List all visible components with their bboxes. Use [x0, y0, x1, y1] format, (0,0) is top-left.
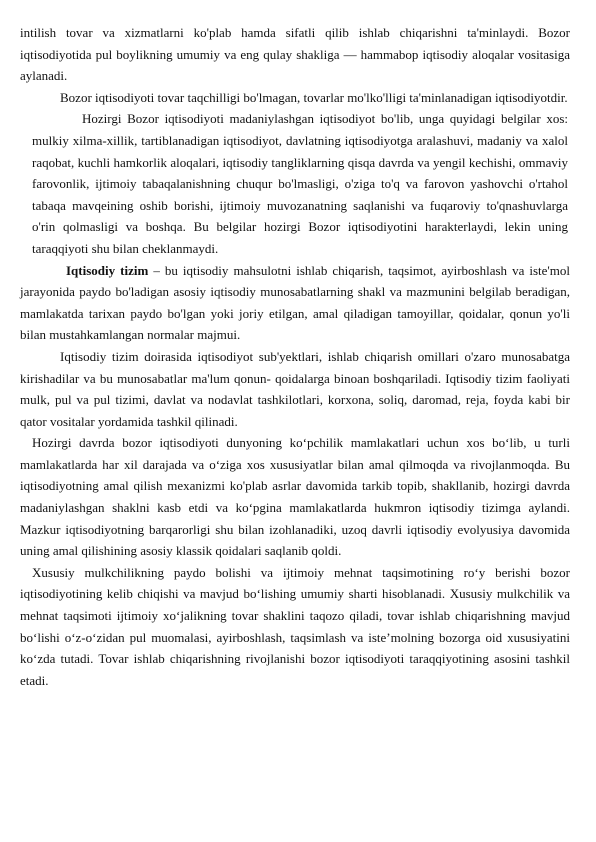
paragraph-market-today: Hozirgi davrda bozor iqtisodiyoti dunyoning ko‘pchilik mamlakatlari uchun xos bo‘lib, u turli mamlakatlarda har xil darajada va o‘ziga xos xususiyatlar bilan amal qilmoqda va rivojlanmoqda. Bu iqtisodiyotning amal qilish mexanizmi ko'plab asrlar davomida tarkib topib, shakllanib, hozirgi davrda madaniylashgan shaklni kasb etdi va ko‘pgina mamlakatlarda hukmron iqtisodiy tizimga aylandi. Mazkur iqtisodiyotning barqarorligi shu bilan izohlanadiki, uzoq davrli iqtisodiy evolyusiya davomida uning amal qilishining asosiy klassik qoidalari saqlanib qoldi.: [20, 435, 570, 559]
paragraph-system-framework: Iqtisodiy tizim doirasida iqtisodiyot sub'yektlari, ishlab chiqarish omillari o'zaro munosabatga kirishadilar va bu munosabatlar ma'lum qonun- qoidalarga binoan boshqariladi. Iqtisodiy tizim faoliyati mulk, pul va pul tizimi, davlat va nodavlat tashkilotlari, korxona, soliq, daromad, reja, foyda kabi bir qator vositalar yordamida tashkil qilinadi.: [20, 348, 570, 429]
paragraph-features: Hozirgi Bozor iqtisodiyoti madaniylashgan iqtisodiyot bo'lib, unga quyidagi belgilar xos: mulkiy xilma-xillik, tartiblanadigan iqtisodiyot, davlatning iqtisodiyotga aralashuvi, madaniy va xalol raqobat, kuchli hamkorlik aloqalari, iqtisodiy tangliklarning qisqa davrda va yengil kechishi, ommaviy farovonlik, ijtimoiy tabaqalanishning chuqur bo'lmasligi, o'ziga to'q va farovon yashovchi o'rtahol tabaqa mavqeining oshib borishi, ijtimoiy muvozanatning saqlanishi va fuqaroviy to'qnashuvlarga o'rin qolmasligi va boshqa. Bu belgilar hozirgi Bozor iqtisodiyotini harakterlaydi, lekin uning taraqqiyoti shu bilan cheklanmaydi.: [32, 111, 568, 256]
paragraph-intro: intilish tovar va xizmatlarni ko'plab hamda sifatli qilib ishlab chiqarishni ta'minlaydi. Bozor iqtisodiyotida pul boylikning umumiy va eng qulay shakliga — hammabop iqtisodiy aloqalar vositasiga aylanadi.: [20, 25, 570, 84]
paragraph-private-property: Xususiy mulkchilikning paydo bolishi va ijtimoiy mehnat taqsimotining ro‘y berishi bozor iqtisodiyotining kelib chiqishi va mavjud bo‘lishing umumiy sharti hisoblanadi. Xususiy mulkchilik va mehnat taqsimoti ijtimoiy xo‘jalikning tovar shaklini taqozo qiladi, tovar ishlab chiqarishning mavjud bo‘lishi o‘z-o‘zidan pul muomalasi, ayirboshlash, taqsimlash va iste’molning bozorga oid xususiyatini ko‘zda tutadi. Tovar ishlab chiqarishning rivojlanishi bozor iqtisodiyoti taraqqiyotining asosini tashkil etadi.: [20, 564, 570, 688]
paragraph-definition: Bozor iqtisodiyoti tovar taqchilligi bo'lmagan, tovarlar mo'lko'lligi ta'minlanadigan iqtisodiyotdir.: [60, 89, 568, 105]
economic-system-definition: – bu iqtisodiy mahsulotni ishlab chiqarish, taqsimot, ayirboshlash va iste'mol jarayonida paydo bo'ladigan asosiy iqtisodiy munosabatlarning shakl va mazmunini belgilab beradigan, mamlakatda tarixan paydo bo'lgan yoki joriy etilgan, amal qiladigan tamoyillar, qoidalar, qonun yo'li bilan mustahkamlangan normalar majmui.: [20, 262, 570, 343]
term-economic-system: Iqtisodiy tizim: [66, 262, 149, 278]
document-page: [20, 22, 570, 691]
paragraph-economic-system: [20, 260, 570, 346]
